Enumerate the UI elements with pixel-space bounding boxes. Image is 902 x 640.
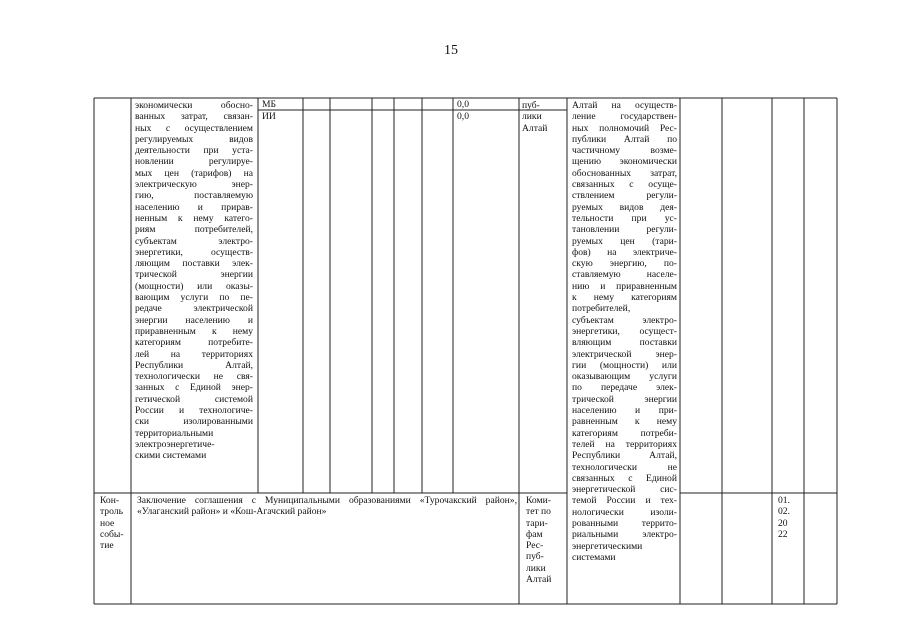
result-line: вляющим поставки [572,337,677,349]
date-line: 01. [778,495,790,506]
date-line: 02. [778,506,790,518]
description-line: (мощности) или оказы- [135,280,253,292]
description-line: энергии населению и [135,314,253,326]
result-line: технологически не [572,461,677,473]
result-line: обоснованных затрат, [572,167,677,179]
source-code: ИИ [262,111,276,122]
description-line: риям потребителей, [135,224,253,236]
date-line: 22 [778,528,788,540]
date-line: 20 [778,517,788,529]
executor-line: лики [522,111,542,123]
result-line: субъектам электро- [572,314,677,326]
type-line: Кон- [100,495,120,506]
description-line: гию, поставляемую [135,190,253,202]
description-line: России и технологиче- [135,405,253,417]
description-line: мых цен (тарифов) на [135,167,253,179]
source-value: 0,0 [457,99,469,110]
result-line: нию и приравненным [572,280,677,292]
description-line: экономически обосно- [135,100,253,111]
type-line: собы- [100,528,124,540]
result-line: трической энергии [572,393,677,405]
result-line: связанных с осуще- [572,179,677,191]
result-line: энергетики, осущест- [572,325,677,337]
page-number: 15 [444,43,458,58]
description-line: занных с Единой энер- [135,382,253,394]
description-line: вающим услуги по пе- [135,292,253,304]
description-line: территориальными [135,427,214,439]
executor-line: тет по [526,506,551,518]
description-line: редаче электрической [135,303,253,315]
row1-description-cell [135,100,253,462]
source-value: 0,0 [457,111,469,122]
result-line: ставляемую населе- [572,269,677,281]
result-line: населению и при- [572,405,677,417]
row1-value-mb [457,99,515,110]
result-line: руемых цен (тари- [572,235,677,247]
row1-source-mb [262,99,300,110]
result-line: ных полномочий Рес- [572,122,677,134]
executor-line: Рес- [526,540,544,552]
result-line: к нему категориям [572,292,677,304]
result-line: телей на территориях [572,438,677,450]
result-line: фов) на электриче- [572,246,677,258]
result-line: связанных с Единой [572,472,677,484]
result-line: по передаче элек- [572,382,677,394]
row1-source-ii [262,111,300,122]
result-line: Алтай на осуществ- [572,100,677,111]
result-line: Республики Алтай, [572,450,677,462]
result-line: темой России и тех- [572,495,677,507]
description-line: категориям потребите- [135,337,253,349]
result-line: категориям потреби- [572,427,677,439]
row2-description: Заключение соглашения с Муниципальными образованиями «Турочакский район», «Улаганский район» и «Кош-Агачский район» [137,495,517,518]
description-line: ски изолированными [135,416,253,428]
type-line: троль [100,506,123,518]
executor-line: Коми- [526,495,551,506]
result-line: публики Алтай по [572,133,677,145]
description-line: лей на территориях [135,348,253,360]
executor-line: Алтай [522,122,548,134]
result-line: равненным к нему [572,416,677,428]
description-line: ненным к нему катего- [135,212,253,224]
description-line: электроэнергетиче- [135,438,215,450]
description-line: населению и прирав- [135,201,253,213]
row2-date-cell [778,495,802,540]
executor-line: лики [526,562,546,574]
description-line: трической энергии [135,269,253,281]
executor-line: пуб- [522,100,540,111]
description-line: Республики Алтай, [135,359,253,371]
executor-line: Алтай [526,574,552,586]
type-line: ное [100,517,115,529]
description-line: приравненным к нему [135,325,253,337]
executor-line: тари- [526,517,548,529]
result-line: энергетической сис- [572,484,677,496]
result-line: скую энергию, по- [572,258,677,270]
result-line: оказывающим услуги [572,371,677,383]
description-line: ванных затрат, связан- [135,111,253,123]
description-line: деятельности при уста- [135,145,253,157]
source-code: МБ [262,99,277,110]
result-line: риальными электро- [572,529,677,541]
result-line: руемых видов дея- [572,201,677,213]
result-line: рованными террито- [572,517,677,529]
result-line: гии (мощности) или [572,359,677,371]
row1-result-cell [572,100,677,563]
result-line: щению экономически [572,156,677,168]
result-line: ление государствен- [572,111,677,123]
result-line: частичному возме- [572,145,677,157]
result-line: системами [572,551,616,563]
result-line: ствлением регули- [572,190,677,202]
description-line: энергетики, осуществ- [135,246,253,258]
row1-executor-cell [522,100,566,134]
type-line: тие [100,540,114,552]
description-line: новлении регулируе- [135,156,253,168]
row2-executor-cell [526,495,564,585]
executor-line: фам [526,528,543,540]
result-line: потребителей, [572,303,631,315]
description-line: ляющим поставки элек- [135,258,253,270]
result-line: электрической энер- [572,348,677,360]
description-line: электрическую энер- [135,179,253,191]
description-line: регулируемых видов [135,133,253,145]
row2-type-cell [100,495,130,551]
result-line: нологически изоли- [572,506,677,518]
executor-line: пуб- [526,551,544,563]
description-line: гетической системой [135,393,253,405]
row2-description-cell [137,495,517,518]
result-line: тельности при ус- [572,212,677,224]
result-line: тановлении регули- [572,224,677,236]
row1-value-ii [457,111,515,122]
description-line: субъектам электро- [135,235,253,247]
result-line: энергетическими [572,540,643,552]
description-line: скими системами [135,450,207,462]
description-line: технологически не свя- [135,371,253,383]
description-line: ных с осуществлением [135,122,253,134]
